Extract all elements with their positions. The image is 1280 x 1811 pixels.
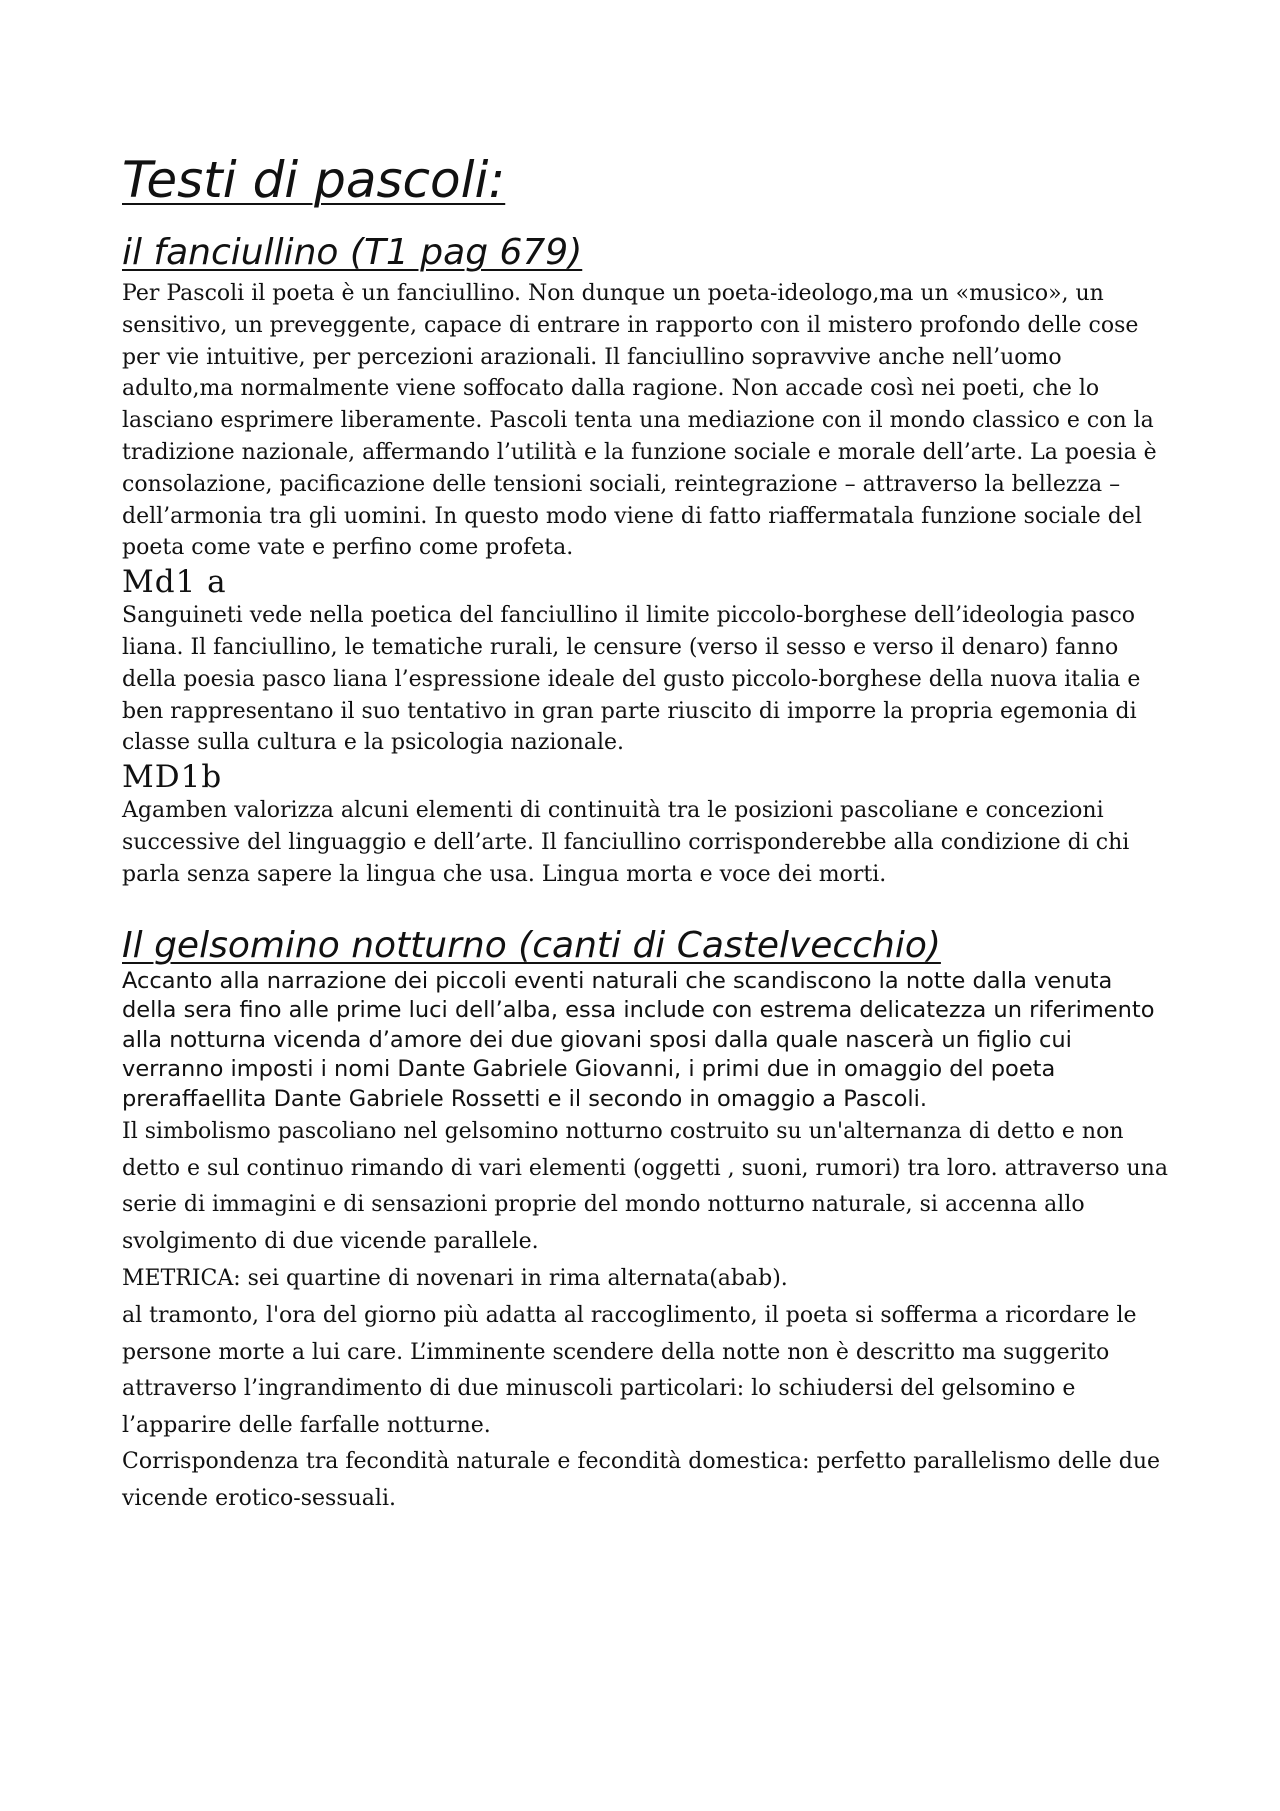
paragraph-md1a: Sanguineti vede nella poetica del fanciullino il limite piccolo-borghese dell’ideologia pasco liana. Il fanciullino, le tematiche rurali, le censure (verso il sesso e verso il denaro) fanno della poesia pasco liana l’espressione ideale del gusto piccolo-borghese della nuova italia e ben rappresentano il suo tentativo in gran parte riuscito di imporre la propria egemonia di classe sulla cultura e la psicologia nazionale.	[122, 603, 1141, 756]
subheading-md1b: MD1b	[122, 759, 223, 796]
document-page	[122, 150, 1172, 1517]
paragraph-gelsomino-intro: Accanto alla narrazione dei piccoli eventi naturali che scandiscono la notte dalla venuta della sera fino alle prime luci dell’alba, essa include con estrema delicatezza un riferimento alla notturna vicenda d’amore dei due giovani sposi dalla quale nascerà un figlio cui verranno imposti i nomi Dante Gabriele Giovanni, i primi due in omaggio del poeta preraffaellita Dante Gabriele Rossetti e il secondo in omaggio a Pascoli.	[122, 967, 1155, 1112]
paragraph-gelsomino-simbolismo: Il simbolismo pascoliano nel gelsomino notturno costruito su un'alternanza di detto e non detto e sul continuo rimando di vari elementi (oggetti , suoni, rumori) tra loro. attraverso una serie di immagini e di sensazioni proprie del mondo notturno naturale, si accenna allo svolgimento di due vicende parallele.	[122, 1119, 1168, 1254]
paragraph-gelsomino-corrispondenza: Corrispondenza tra fecondità naturale e fecondità domestica: perfetto parallelismo delle due vicende erotico-sessuali.	[122, 1449, 1161, 1511]
paragraph-fanciullino: Per Pascoli il poeta è un fanciullino. Non dunque un poeta-ideologo,ma un «musico», un sensitivo, un preveggente, capace di entrare in rapporto con il mistero profondo delle cose per vie intuitive, per percezioni arazionali. Il fanciullino sopravvive anche nell’uomo adulto,ma normalmente viene soffocato dalla ragione. Non accade così nei poeti, che lo lasciano esprimere liberamente. Pascoli tenta una mediazione con il mondo classico e con la tradizione nazionale, affermando l’utilità e la funzione sociale e morale dell’arte. La poesia è consolazione, pacificazione delle tensioni sociali, reintegrazione – attraverso la bellezza – dell’armonia tra gli uomini. In questo modo viene di fatto riaffermatala funzione sociale del poeta come vate e perfino come profeta.	[122, 281, 1157, 561]
section-heading-gelsomino: Il gelsomino notturno (canti di Castelvecchio)	[122, 924, 941, 966]
document-title: Testi di pascoli:	[122, 151, 506, 209]
subheading-md1a: Md1 a	[122, 564, 227, 601]
paragraph-gelsomino-tramonto: al tramonto, l'ora del giorno più adatta al raccoglimento, il poeta si sofferma a ricordare le persone morte a lui care. L’imminente scendere della notte non è descritto ma suggerito attraverso l’ingrandimento di due minuscoli particolari: lo schiudersi del gelsomino e l’apparire delle farfalle notturne.	[122, 1303, 1137, 1438]
paragraph-gelsomino-metrica: METRICA: sei quartine di novenari in rima alternata(abab).	[122, 1266, 788, 1292]
paragraph-md1b: Agamben valorizza alcuni elementi di continuità tra le posizioni pascoliane e concezioni successive del linguaggio e dell’arte. Il fanciullino corrisponderebbe alla condizione di chi parla senza sapere la lingua che usa. Lingua morta e voce dei morti.	[122, 798, 1130, 887]
section-heading-fanciullino: il fanciullino (T1 pag 679)	[122, 232, 583, 273]
